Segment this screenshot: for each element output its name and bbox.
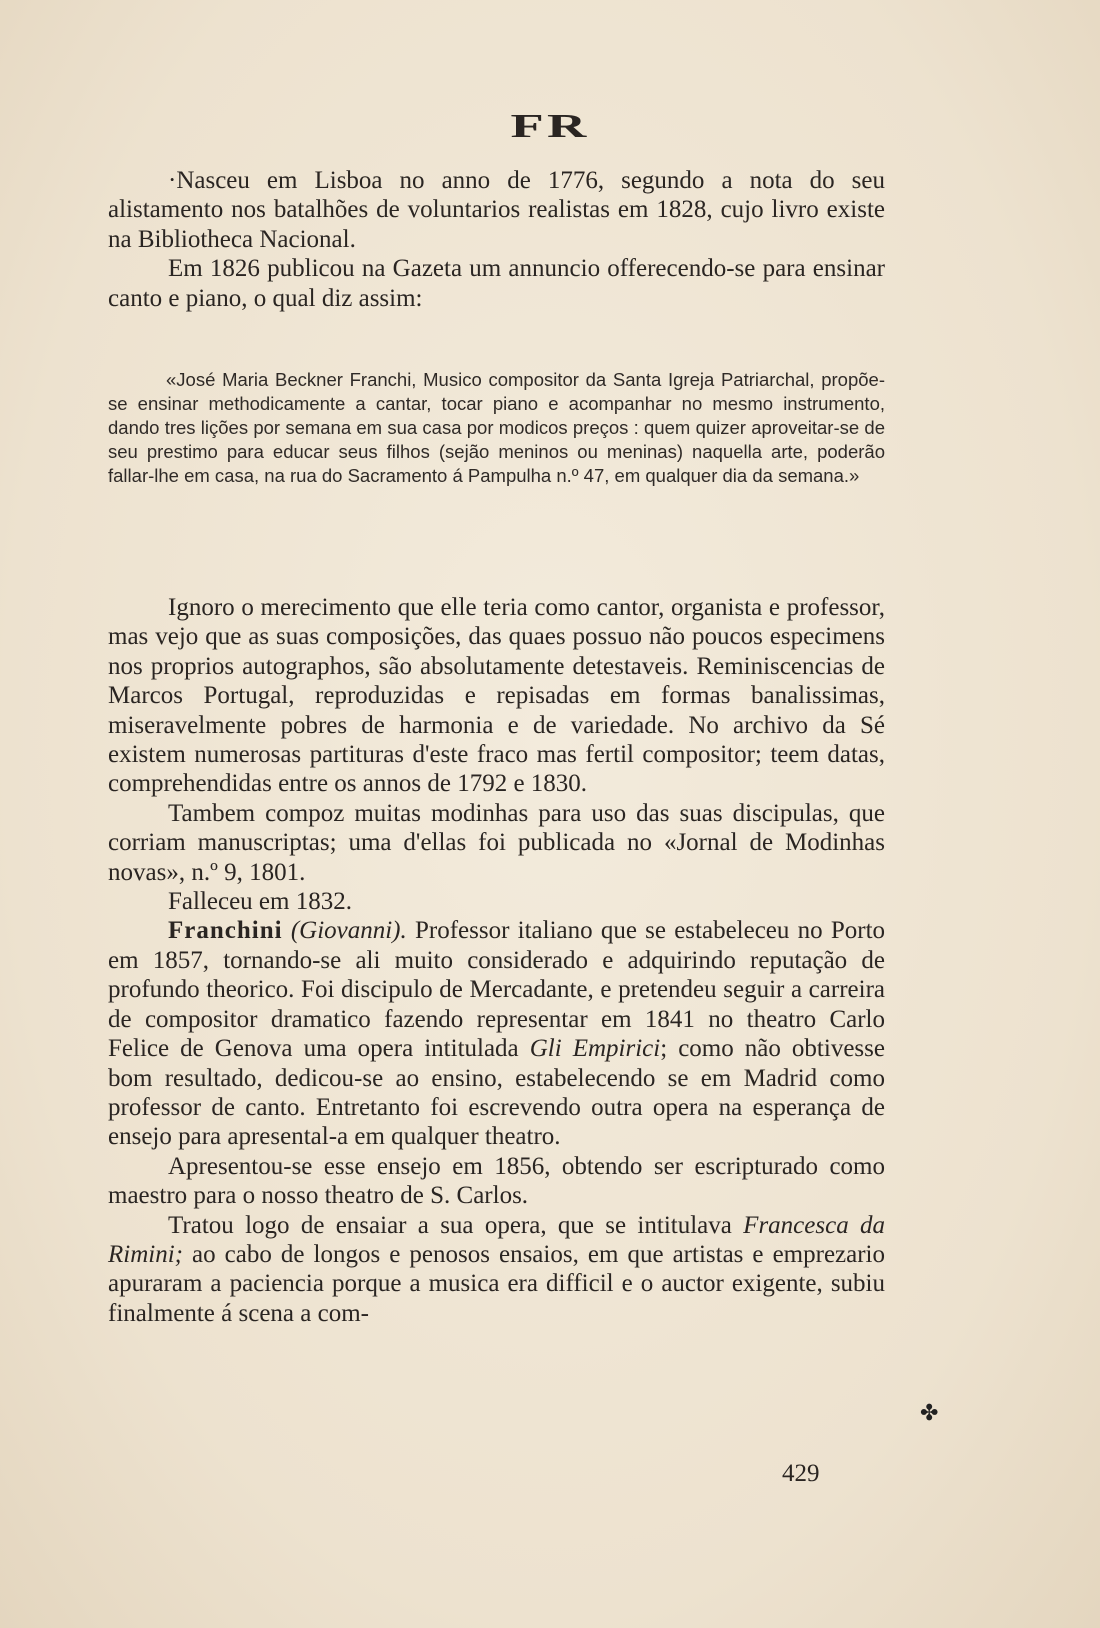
paragraph-francesca [108,1211,885,1329]
quote-text: «José Maria Beckner Franchi, Musico compositor da Santa Igreja Patriarchal, propõe-se ensinar methodicamente a cantar, tocar piano e acompanhar no mesmo instrumento, dando tres lições por semana em sua casa por modicos preços : quem quizer aproveitar-se de seu prestimo para educar seus filhos (sejão meninos ou meninas) naquella arte, poderão fallar-lhe em casa, na rua do Sacramento á Pampulha n.º 47, em qualquer dia da semana.» [108,369,885,486]
intro-text [108,166,885,313]
francesca-text-b: ao cabo de longos e penosos ensaios, em que artistas e emprezario apuraram a paciencia porque a musica era difficil e o auctor exigente, subiu finalmente á scena a com- [108,1240,885,1327]
entry-given-name: (Giovanni). [290,917,407,945]
opera-title: Gli Empirici [529,1035,661,1063]
franchini-text-a: Professor italiano que se estabeleceu no Porto em 1857, tornando-se ali muito considerado e adquirindo reputação de profundo theorico. Foi discipulo de Mercadante, e pretendeu seguir a carreira de compositor dramatico fazendo representar em 1841 no theatro Carlo Felice de Genova uma opera intitulada [108,917,886,1063]
block-quote [108,368,885,488]
running-header: FR [510,108,590,145]
paragraph-sao-carlos: Apresentou-se esse ensejo em 1856, obtendo ser escripturado como maestro para o nosso theatro de S. Carlos. [108,1152,885,1210]
paragraph-assessment: Ignoro o merecimento que elle teria como cantor, organista e professor, mas vejo que as suas composições, das quaes possuo não poucos especimens nos proprios autographos, são absolutamente detestaveis. Reminiscencias de Marcos Portugal, reproduzidas e repisadas em formas banalissimas, miseravelmente pobres de harmonia e de variedade. No archivo da Sé existem numerosas partituras d'este fraco mas fertil compositor; teem datas, comprehendidas entre os annos de 1792 e 1830. [108,594,885,798]
franchini-text-b: ; como não obtivesse bom resultado, dedicou-se ao ensino, estabelecendo se em Madrid como professor de canto. Entretanto foi escrevendo outra opera na esperança de ensejo para apresental-a em qualquer theatro. [108,1035,885,1151]
paragraph-gazeta: Em 1826 publicou na Gazeta um annuncio offerecendo-se para ensinar canto e piano, o qual diz assim: [108,255,885,312]
page-number: 429 [782,1460,820,1487]
francesca-text-a: Tratou logo de ensaiar a sua opera, que se intitulava [168,1211,744,1239]
entry-name: Franchini [168,917,283,945]
margin-mark-icon: ✤ [920,1400,939,1425]
main-text [108,593,885,1328]
paragraph-birth: ·Nasceu em Lisboa no anno de 1776, segundo a nota do seu alistamento nos batalhões de voluntarios realistas em 1828, cujo livro existe na Bibliotheca Nacional. [108,167,885,253]
francesca-title: Francesca da Rimini; [108,1211,885,1268]
paragraph-franchini [108,916,885,1151]
paragraph-death: Falleceu em 1832. [168,888,352,916]
paragraph-modinhas: Tambem compoz muitas modinhas para uso das suas discipulas, que corriam manuscriptas; uma d'ellas foi publicada no «Jornal de Modinhas novas», n.º 9, 1801. [108,799,885,886]
